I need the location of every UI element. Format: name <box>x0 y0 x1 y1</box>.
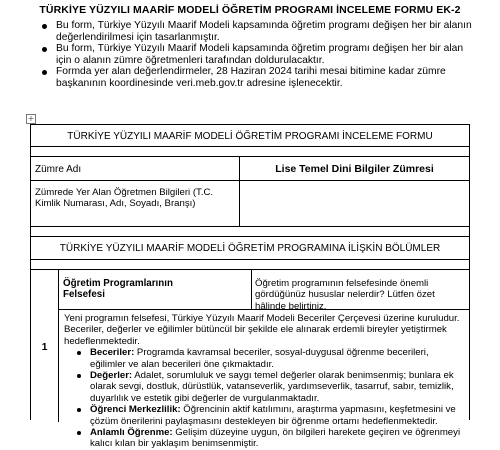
spacer-row <box>31 147 469 157</box>
column-divider <box>251 270 252 309</box>
form-title: TÜRKİYE YÜZYILI MAARİF MODELİ ÖĞRETİM PROGRAMI İNCELEME FORMU <box>67 131 433 142</box>
teachers-label: Zümrede Yer Alan Öğretmen Bilgileri (T.C. Kimlik Numarası, Adı, Soyadı, Branşı) <box>35 187 214 210</box>
instruction-item: Bu form, Türkiye Yüzyılı Maarif Modeli kapsamında öğretim programı değişen her bir alanın değerlendirilmesi için tasarlanmıştır. <box>40 20 480 43</box>
instruction-list <box>40 20 480 89</box>
answer-point-text: Programda kavramsal beceriler, sosyal-duygusal öğrenme becerileri, eğilimler ve alan becerileri öne çıkmaktadır. <box>90 347 429 370</box>
zumre-row <box>31 157 469 181</box>
answer-point <box>64 427 466 450</box>
item-header <box>59 270 469 310</box>
answer-point-text: Öğrencinin aktif katılımını, araştırma yapmasını, keşfetmesini ve çözüm önerilerini paylaşmasını destekleyen bir öğrenme ortamı hedeflenmektedir. <box>90 404 456 427</box>
form-title-row <box>31 125 469 147</box>
item-number: 1 <box>41 341 48 353</box>
answer-point <box>64 370 466 404</box>
section-row <box>31 237 469 260</box>
instruction-item: Bu form, Türkiye Yüzyılı Maarif Modeli kapsamında öğretim programı değişen her bir alan için o alanın zümre öğretmenleri tarafından doldurulacaktır. <box>40 43 480 66</box>
answer-point-term: Öğrenci Merkezlilik: <box>90 404 181 416</box>
zumre-name-field[interactable]: Lise Temel Dini Bilgiler Zümresi <box>275 163 434 175</box>
answer-point <box>64 347 466 370</box>
answer-point-text: Adalet, sorumluluk ve saygı temel değerler olarak benimsenmiş; bunlara ek olarak sevgi, dostluk, dürüstlük, vatanseverlik, yardımseverlik, tasarruf, sabır, temizlik, duyarlılık ve estetik gibi değerler de vurgulanmaktadır. <box>90 370 454 404</box>
teachers-row <box>31 181 469 227</box>
table-move-handle-icon[interactable]: + <box>27 114 35 123</box>
section-title: TÜRKİYE YÜZYILI MAARİF MODELİ ÖĞRETİM PROGRAMINA İLİŞKİN BÖLÜMLER <box>59 243 441 254</box>
item-row <box>31 270 469 450</box>
review-form-table <box>30 124 470 450</box>
answer-point-term: Beceriler: <box>90 347 135 359</box>
teachers-field[interactable] <box>240 181 469 226</box>
page-title: TÜRKİYE YÜZYILI MAARİF MODELİ ÖĞRETİM PROGRAMI İNCELEME FORMU EK-2 <box>39 4 461 16</box>
answer-intro: Yeni programın felsefesi, Türkiye Yüzyılı Maarif Modeli Beceriler Çerçevesi üzerine kuruludur. Beceriler, değerler ve eğilimler bütüncül bir şekilde ele alınarak erdemli bireyler yetiştirmek hedeflenmektedir. <box>64 313 460 347</box>
item-answer[interactable] <box>64 313 466 450</box>
answer-point <box>64 404 466 427</box>
item-question: Öğretim programının felsefesinde önemli gördüğünüz hususlar nelerdir? Lütfen özet hâlinde belirtiniz. <box>255 278 435 312</box>
zumre-label: Zümre Adı <box>35 164 82 175</box>
item-label: Öğretim Programlarının Felsefesi <box>63 278 173 301</box>
answer-point-term: Değerler: <box>90 370 133 382</box>
spacer-row <box>31 227 469 237</box>
instruction-item: Formda yer alan değerlendirmeler, 28 Haziran 2024 tarihi mesai bitimine kadar zümre başkanının koordinesinde veri.meb.gov.tr adresine işlenecektir. <box>40 66 480 89</box>
spacer-row <box>31 260 469 270</box>
answer-point-text: Gelişim düzeyine uygun, ön bilgileri harekete geçiren ve öğrenmeyi kalıcı kılan bir yaklaşım benimsenmiştir. <box>90 427 461 450</box>
answer-point-term: Anlamlı Öğrenme: <box>90 427 173 439</box>
item-number-cell <box>31 270 58 422</box>
answer-point-list <box>64 347 466 450</box>
